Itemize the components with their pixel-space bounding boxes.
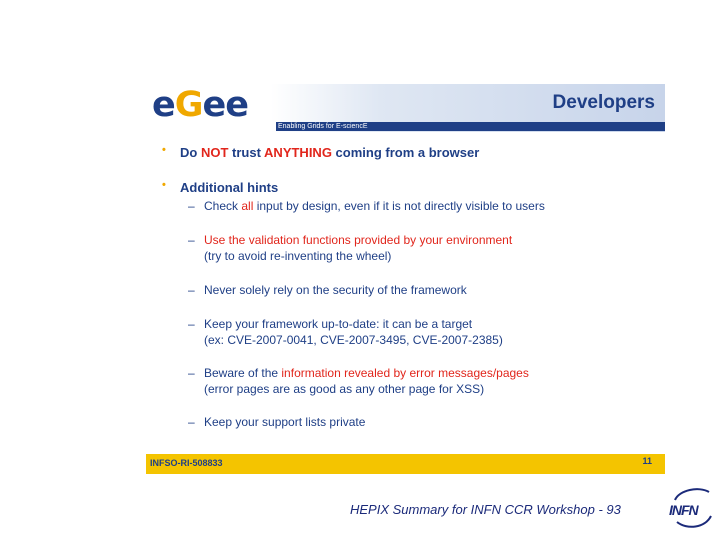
bullet-text (180, 145, 479, 160)
hint-segment: (error pages are as good as any other page for XSS) (204, 382, 485, 396)
hint-segment: Keep your framework up-to-date: it can be a target (204, 317, 473, 331)
logo-letter-2: G (174, 85, 203, 125)
bullet-main-1 (162, 144, 480, 160)
bullet-dot-icon: • (162, 179, 166, 191)
page-number: 11 (642, 456, 652, 466)
hint-line (204, 248, 512, 264)
logo-letter-3: e (202, 85, 226, 125)
dash-icon: – (188, 317, 195, 331)
bullet-segment: ANYTHING (264, 145, 332, 160)
slide-title: Developers (552, 92, 655, 113)
bullet-dot-icon: • (162, 144, 166, 156)
dash-icon: – (188, 415, 195, 429)
hint-item-3 (188, 282, 467, 298)
hint-segment: Use the validation functions provided by your environment (204, 233, 513, 247)
hint-segment: input by design, even if it is not directly visible to users (253, 199, 545, 213)
hint-line (204, 332, 503, 348)
bullet-segment: coming from a browser (331, 145, 480, 160)
presentation-caption: HEPIX Summary for INFN CCR Workshop - 93 (350, 502, 621, 517)
hint-line (204, 282, 467, 298)
slide-content (146, 84, 665, 474)
hint-item-4 (188, 316, 503, 348)
footer-bar (146, 454, 665, 474)
bullet-segment: NOT (200, 145, 229, 160)
hint-segment: (try to avoid re-inventing the wheel) (204, 249, 392, 263)
bullet-segment: Do (180, 145, 201, 160)
dash-icon: – (188, 283, 195, 297)
hint-segment: Beware of the (204, 366, 282, 380)
footer-project-id: INFSO-RI-508833 (150, 458, 223, 468)
logo-letter-4: e (225, 85, 248, 125)
hint-item-2 (188, 232, 513, 264)
dash-icon: – (188, 366, 195, 380)
bullet-main-2 (162, 179, 279, 195)
hint-segment: Keep your support lists private (204, 415, 366, 429)
hint-line (204, 232, 512, 248)
slide (146, 84, 665, 474)
tagline: Enabling Grids for E-sciencE (278, 123, 368, 130)
bullet-text (180, 180, 278, 195)
hint-segment: information revealed by error messages/pages (281, 366, 529, 380)
hint-line (204, 414, 365, 430)
hint-line (204, 198, 545, 214)
hint-segment: (ex: CVE-2007-0041, CVE-2007-3495, CVE-2007-2385) (204, 333, 503, 347)
infn-logo (669, 486, 713, 532)
hint-line (204, 316, 503, 332)
hint-item-5 (188, 365, 529, 397)
hint-line (204, 381, 529, 397)
hint-item-1 (188, 198, 545, 214)
hint-segment: Never solely rely on the security of the framework (204, 283, 467, 297)
hint-segment: all (241, 199, 254, 213)
dash-icon: – (188, 199, 195, 213)
hint-item-6 (188, 414, 366, 430)
hint-segment: Check (204, 199, 242, 213)
bullet-segment: trust (228, 145, 265, 160)
bullet-segment: Additional hints (180, 180, 279, 195)
dash-icon: – (188, 233, 195, 247)
logo-letter-1: e (152, 85, 175, 125)
infn-logo-text: INFN (669, 502, 698, 518)
hint-line (204, 365, 529, 381)
